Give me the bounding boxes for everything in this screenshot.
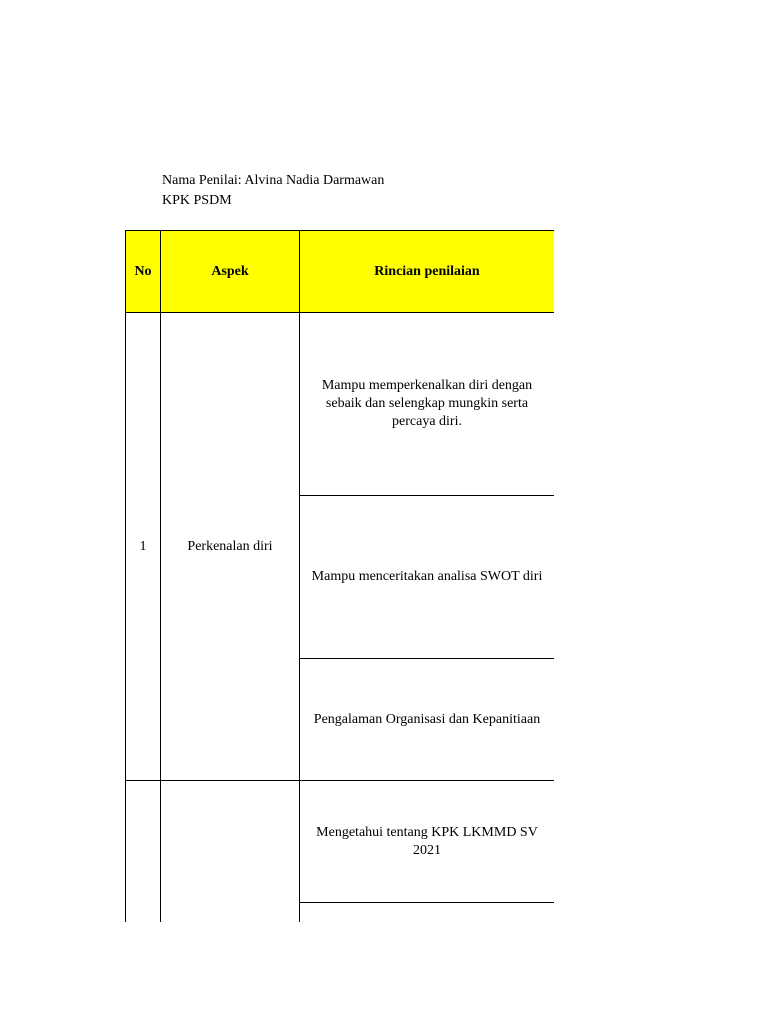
table-header-row	[126, 231, 555, 313]
assessor-name: Nama Penilai: Alvina Nadia Darmawan	[162, 173, 385, 188]
assessment-table	[125, 230, 554, 922]
criteria-cell: Pengalaman Organisasi dan Kepanitiaan	[300, 659, 555, 781]
criteria-cell: Mampu menceritakan analisa SWOT diri	[300, 496, 555, 659]
table-row	[126, 781, 555, 903]
row-number-cell: 1	[126, 313, 161, 781]
criteria-cell: Mampu memperkenalkan diri dengan sebaik dan selengkap mungkin serta percaya diri.	[300, 313, 555, 496]
criteria-cell	[300, 903, 555, 923]
unit-name: KPK PSDM	[162, 193, 232, 208]
row-number-cell	[126, 781, 161, 923]
aspect-cell: Perkenalan diri	[161, 313, 300, 781]
table-row	[126, 313, 555, 496]
column-header-aspek: Aspek	[161, 231, 300, 313]
column-header-rincian: Rincian penilaian	[300, 231, 555, 313]
aspect-cell	[161, 781, 300, 923]
criteria-cell: Mengetahui tentang KPK LKMMD SV 2021	[300, 781, 555, 903]
column-header-no: No	[126, 231, 161, 313]
assessment-table-container	[125, 230, 554, 922]
